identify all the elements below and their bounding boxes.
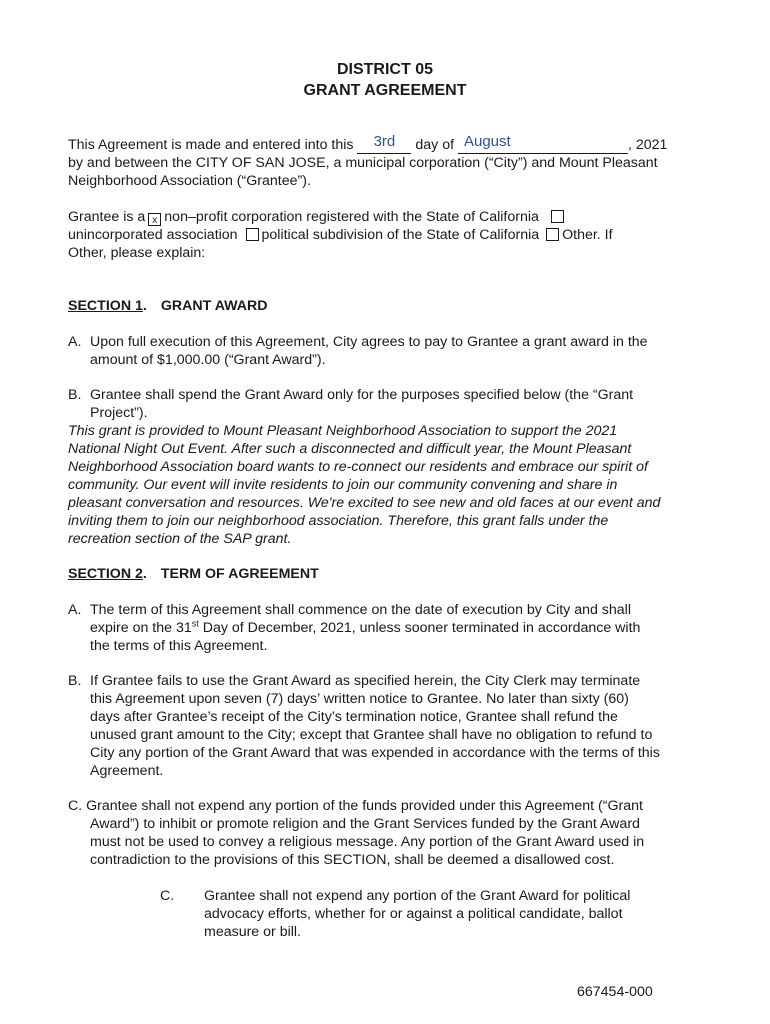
item-c-first-line: Grantee shall not expend any portion of the funds provided under this Agreement (“Grant	[86, 798, 643, 814]
item-text-line: Project”).	[90, 405, 148, 421]
check-mark: x	[152, 215, 158, 226]
section1-heading	[68, 297, 268, 315]
section2-item-b	[68, 672, 708, 780]
project-line: recreation section of the SAP grant.	[68, 531, 292, 547]
item-label: B.	[68, 387, 82, 403]
document-title-line2: GRANT AGREEMENT	[303, 82, 467, 99]
grant-project-description[interactable]	[68, 422, 660, 548]
term-expire-post: Day of December, 2021, unless sooner terminated in accordance with	[198, 620, 641, 636]
item-text-line	[68, 797, 708, 815]
item-text-line: advocacy efforts, whether for or against a political candidate, ballot	[204, 906, 623, 922]
unincorporated-label: unincorporated association	[68, 227, 238, 243]
document-title-line1: DISTRICT 05	[336, 61, 433, 78]
intro-pre: This Agreement is made and entered into this	[68, 137, 358, 153]
project-line: Neighborhood Association board wants to re-connect our residents and embrace our spirit of	[68, 459, 648, 475]
grantee-prefix: Grantee is a	[68, 209, 146, 225]
item-text-line: The term of this Agreement shall commence on the date of execution by City and shall	[90, 602, 631, 618]
other-checkbox[interactable]	[546, 228, 559, 241]
item-text-line: contradiction to the provisions of this SECTION, shall be deemed a disallowed cost.	[90, 852, 615, 868]
grantee-type-line3: Other, please explain:	[68, 245, 206, 261]
grantee-type-line2	[68, 226, 613, 244]
grantee-type-line1	[68, 208, 567, 226]
item-label: B.	[68, 673, 82, 689]
section2-item-c	[68, 797, 708, 869]
item-text-line: Grantee shall spend the Grant Award only for the purposes specified below (the “Grant	[90, 387, 634, 403]
document-id: 667454-000	[577, 984, 653, 1000]
section2-number: SECTION 2	[68, 566, 143, 582]
intro-line3: Neighborhood Association (“Grantee”).	[68, 173, 311, 189]
nonprofit-label: non–profit corporation registered with the State of California	[164, 209, 539, 225]
section1-number: SECTION 1	[68, 298, 143, 314]
item-label: C.	[160, 888, 175, 904]
month-value: August	[463, 133, 511, 150]
project-line: pleasant conversation and resources. We're excited to see new and old faces at our event and	[68, 495, 661, 511]
intro-line1	[68, 133, 668, 154]
political-subdivision-label: political subdivision of the State of California	[261, 227, 540, 243]
intro-year: , 2021	[627, 137, 668, 153]
day-field[interactable]	[357, 133, 411, 154]
day-value: 3rd	[373, 133, 396, 150]
item-text-line: City any portion of the Grant Award that was expended in accordance with the terms of this	[90, 745, 660, 761]
project-line: National Night Out Event. After such a disconnected and difficult year, the Mount Pleasant	[68, 441, 632, 457]
item-text-line: days after Grantee’s receipt of the City’s termination notice, Grantee shall refund the	[90, 709, 618, 725]
item-text-line: the terms of this Agreement.	[90, 638, 268, 654]
item-label: A.	[68, 334, 82, 350]
section1-dot: .	[142, 298, 147, 314]
nonprofit-checkbox[interactable]	[148, 213, 161, 226]
political-subdivision-checkbox[interactable]	[246, 228, 259, 241]
item-text-line: Award”) to inhibit or promote religion and the Grant Services funded by the Grant Award	[90, 816, 640, 832]
section2-item-a	[68, 601, 708, 655]
item-text-line: measure or bill.	[204, 924, 301, 940]
intro-mid: day of	[411, 137, 458, 153]
section2-heading	[68, 565, 319, 583]
item-text-line	[68, 619, 708, 637]
intro-line2: by and between the CITY OF SAN JOSE, a municipal corporation (“City”) and Mount Pleasant	[68, 155, 658, 171]
item-text-line: If Grantee fails to use the Grant Award as specified herein, the City Clerk may terminate	[90, 673, 641, 689]
project-line: community. Our event will invite residents to join our community convening and share in	[68, 477, 618, 493]
item-text-line: amount of $1,000.00 (“Grant Award”).	[90, 352, 326, 368]
other-label: Other. If	[562, 227, 613, 243]
section1-item-a	[68, 333, 708, 369]
project-line: inviting them to join our neighborhood association. Therefore, this grant falls under the	[68, 513, 609, 529]
project-line: This grant is provided to Mount Pleasant Neighborhood Association to support the 2021	[68, 423, 618, 439]
section1-title: GRANT AWARD	[160, 298, 268, 314]
item-label: A.	[68, 602, 82, 618]
month-field[interactable]	[458, 133, 628, 154]
item-text-line: unused grant amount to the City; except that Grantee shall have no obligation to refund to	[90, 727, 653, 743]
section2-title: TERM OF AGREEMENT	[160, 566, 319, 582]
section1-item-b	[68, 386, 708, 422]
unincorporated-checkbox[interactable]	[551, 210, 564, 223]
item-text-line: this Agreement upon seven (7) days’ written notice to Grantee. No later than sixty (60)	[90, 691, 629, 707]
item-text-line: Upon full execution of this Agreement, City agrees to pay to Grantee a grant award in the	[90, 334, 648, 350]
section2-item-c2	[160, 887, 630, 941]
ordinal-suffix: st	[191, 618, 199, 629]
item-text-line: must not be used to convey a religious message. Any portion of the Grant Award used in	[90, 834, 645, 850]
section2-dot: .	[142, 566, 147, 582]
item-label: C.	[68, 798, 83, 814]
item-text-line: Grantee shall not expend any portion of the Grant Award for political	[204, 888, 631, 904]
item-text-line: Agreement.	[90, 763, 164, 779]
term-expire-pre: expire on the 31	[90, 620, 192, 636]
